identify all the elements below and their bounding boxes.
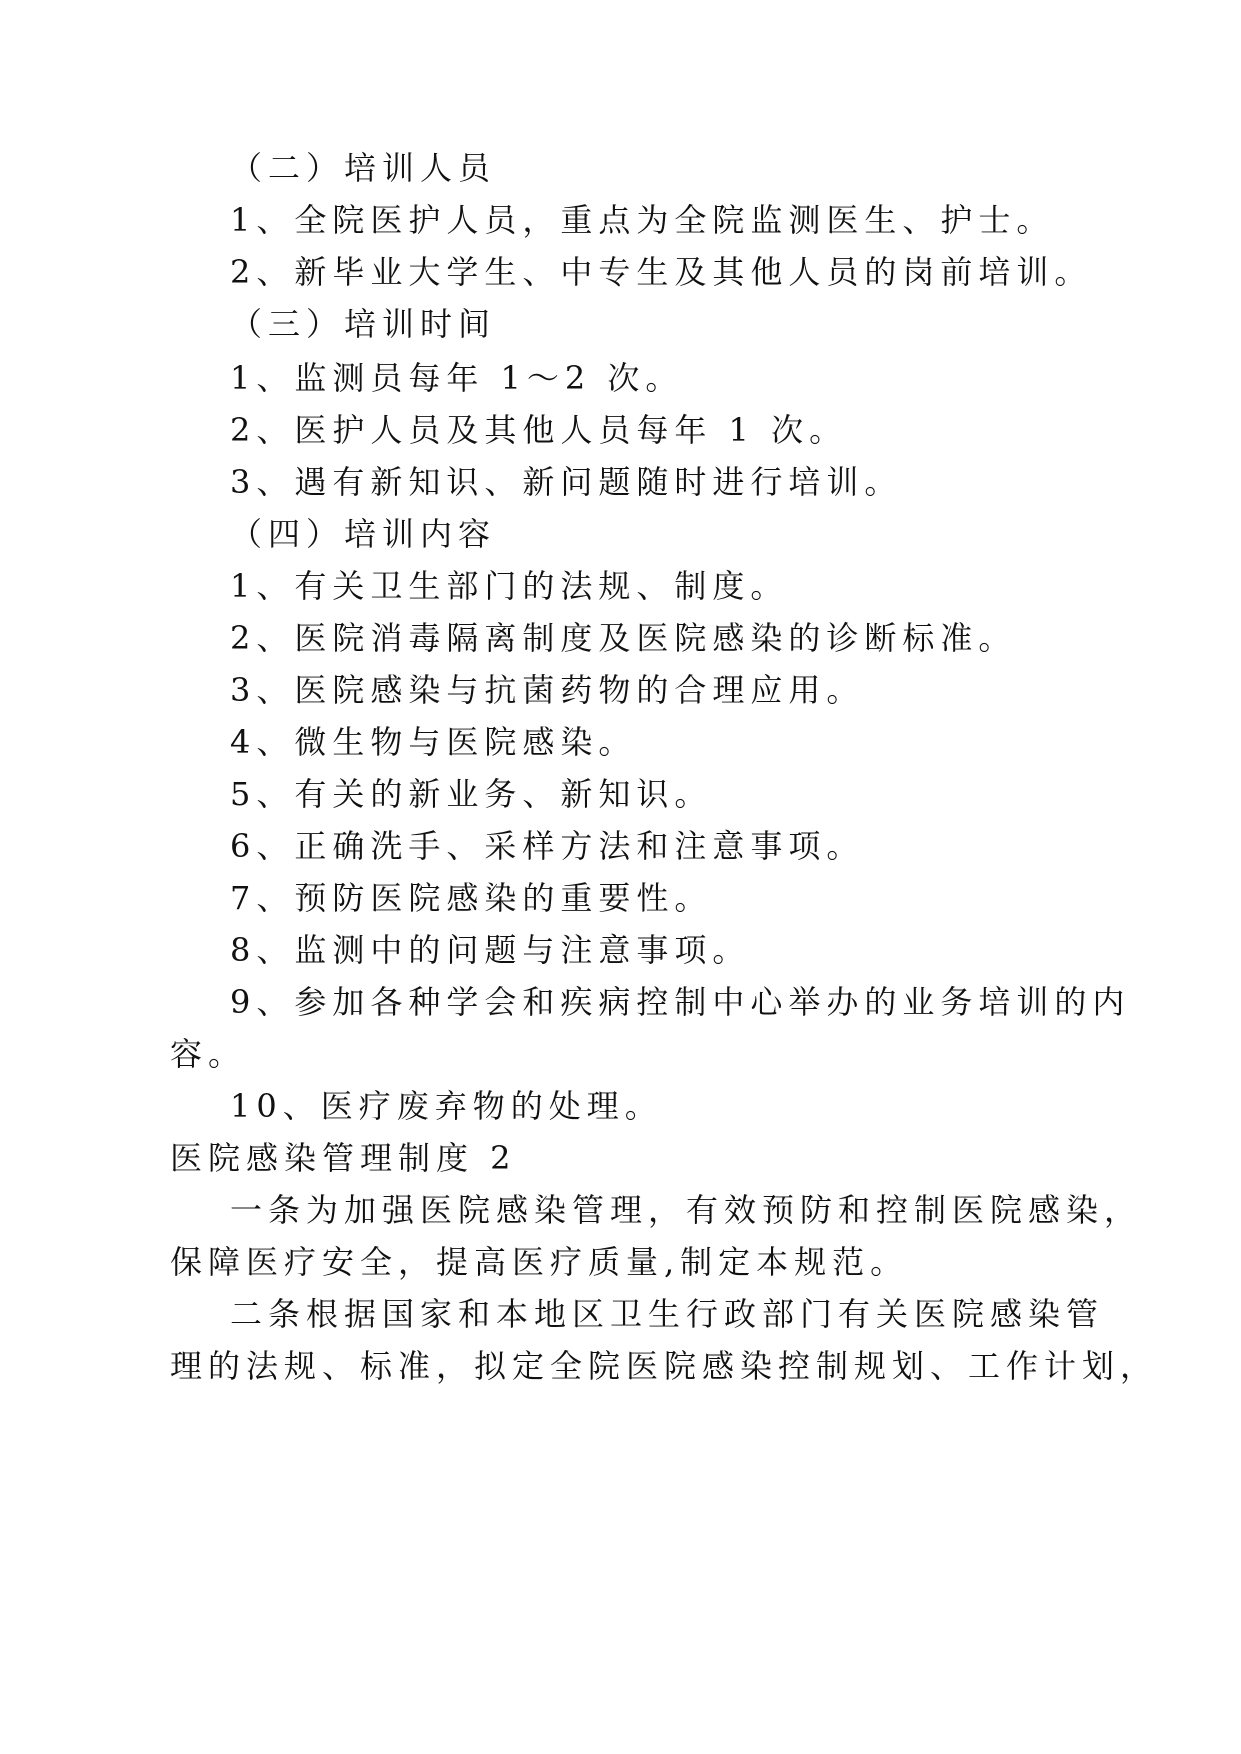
paragraph-line: 3、遇有新知识、新问题随时进行培训。: [230, 463, 903, 501]
paragraph-line: 二条根据国家和本地区卫生行政部门有关医院感染管: [230, 1295, 1105, 1333]
paragraph-line: 2、新毕业大学生、中专生及其他人员的岗前培训。: [230, 253, 1093, 291]
paragraph-line: 理的法规、标准，拟定全院医院感染控制规划、工作计划，: [170, 1347, 1159, 1385]
paragraph-line: 容。: [170, 1035, 247, 1073]
paragraph-line: 7、预防医院感染的重要性。: [230, 879, 713, 917]
paragraph-line: 一条为加强医院感染管理，有效预防和控制医院感染，: [230, 1191, 1143, 1229]
section-heading-training-time: （三）培训时间: [230, 305, 497, 343]
paragraph-line: 6、正确洗手、采样方法和注意事项。: [230, 827, 865, 865]
paragraph-line: 2、医护人员及其他人员每年 1 次。: [230, 411, 848, 449]
paragraph-line: 2、医院消毒隔离制度及医院感染的诊断标准。: [230, 619, 1017, 657]
paragraph-line: 1、监测员每年 1～2 次。: [230, 359, 684, 397]
section-heading-training-content: （四）培训内容: [230, 515, 497, 553]
paragraph-line: 1、全院医护人员，重点为全院监测医生、护士。: [230, 201, 1055, 239]
paragraph-line: 5、有关的新业务、新知识。: [230, 775, 713, 813]
document-heading: 医院感染管理制度 2: [170, 1139, 517, 1177]
paragraph-line: 保障医疗安全，提高医疗质量,制定本规范。: [170, 1243, 909, 1281]
paragraph-line: 8、监测中的问题与注意事项。: [230, 931, 751, 969]
paragraph-line: 1、有关卫生部门的法规、制度。: [230, 567, 789, 605]
section-heading-trainees: （二）培训人员: [230, 149, 497, 187]
paragraph-line: 3、医院感染与抗菌药物的合理应用。: [230, 671, 865, 709]
paragraph-line: 4、微生物与医院感染。: [230, 723, 637, 761]
paragraph-line: 10、医疗废弃物的处理。: [230, 1087, 663, 1125]
paragraph-line: 9、参加各种学会和疾病控制中心举办的业务培训的内: [230, 983, 1131, 1021]
